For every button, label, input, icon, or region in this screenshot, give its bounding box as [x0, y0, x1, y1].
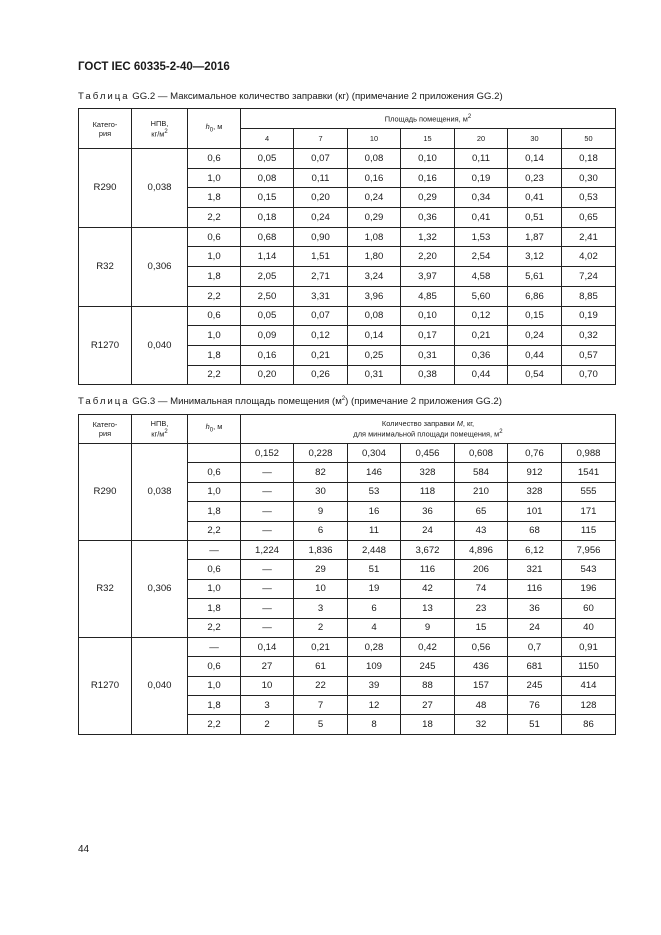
value-cell: 0,24 — [508, 326, 562, 346]
height-cell: 1,8 — [188, 599, 241, 618]
height-cell: 2,2 — [188, 715, 241, 734]
value-cell: 0,20 — [294, 188, 348, 208]
value-cell: 681 — [508, 657, 562, 676]
value-cell: 4,02 — [562, 247, 616, 267]
lfl-cell: 0,038 — [132, 444, 188, 541]
charge-cell: 0,988 — [562, 444, 616, 463]
value-cell: 3,96 — [348, 286, 401, 306]
height-cell: 1,8 — [188, 267, 241, 287]
value-cell: 3,12 — [508, 247, 562, 267]
value-cell: 101 — [508, 502, 562, 521]
header-lfl: НПВ, $кг/м^2$ — [132, 109, 188, 149]
header-room-area: Площадь помещения, $м^2$ — [241, 109, 616, 129]
value-cell: 109 — [348, 657, 401, 676]
height-cell: 1,8 — [188, 696, 241, 715]
value-cell: — — [241, 579, 294, 598]
value-cell: 5,61 — [508, 267, 562, 287]
value-cell: 3 — [241, 696, 294, 715]
value-cell: 0,11 — [294, 168, 348, 188]
value-cell: — — [241, 521, 294, 540]
value-cell: 0,15 — [241, 188, 294, 208]
value-cell: 245 — [508, 676, 562, 695]
value-cell: 1,08 — [348, 227, 401, 247]
value-cell: 0,14 — [508, 149, 562, 169]
caption-text: GG.2 — Максимальное количество заправки (кг) (примечание 2 приложения GG.2) — [129, 91, 503, 102]
value-cell: 0,19 — [455, 168, 508, 188]
value-cell: 0,16 — [348, 168, 401, 188]
value-cell: 1,80 — [348, 247, 401, 267]
value-cell: 39 — [348, 676, 401, 695]
table-gg2 — [78, 108, 616, 385]
value-cell: 0,12 — [455, 306, 508, 326]
height-cell: 0,6 — [188, 149, 241, 169]
value-cell: 1,14 — [241, 247, 294, 267]
value-cell: 86 — [562, 715, 616, 734]
value-cell: 2 — [241, 715, 294, 734]
value-cell: 2,20 — [401, 247, 455, 267]
refrigerant-cell: R32 — [79, 227, 132, 306]
value-cell: 18 — [401, 715, 455, 734]
charge-cell: 0,608 — [455, 444, 508, 463]
value-cell: 10 — [241, 676, 294, 695]
page-number: 44 — [78, 844, 90, 855]
height-cell: 1,0 — [188, 168, 241, 188]
value-cell: 0,38 — [401, 365, 455, 385]
value-cell: 51 — [348, 560, 401, 579]
value-cell: 0,68 — [241, 227, 294, 247]
value-cell: 0,44 — [455, 365, 508, 385]
value-cell: 48 — [455, 696, 508, 715]
value-cell: 51 — [508, 715, 562, 734]
value-cell: 0,19 — [562, 306, 616, 326]
value-cell: 15 — [455, 618, 508, 637]
value-cell: 210 — [455, 482, 508, 501]
value-cell: 328 — [401, 463, 455, 482]
value-cell: 2,05 — [241, 267, 294, 287]
charge-cell: 0,14 — [241, 637, 294, 656]
area-header-cell: 4 — [241, 129, 294, 149]
value-cell: — — [241, 599, 294, 618]
charge-cell: 6,12 — [508, 540, 562, 559]
charge-row — [79, 637, 616, 656]
table-gg2-caption — [78, 91, 503, 102]
value-cell: 118 — [401, 482, 455, 501]
caption-text: GG.3 — Минимальная площадь помещения (м — [129, 396, 342, 408]
value-cell: 4,58 — [455, 267, 508, 287]
value-cell: 0,32 — [562, 326, 616, 346]
value-cell: 321 — [508, 560, 562, 579]
height-cell: 2,2 — [188, 365, 241, 385]
charge-cell: 0,304 — [348, 444, 401, 463]
value-cell: 1,51 — [294, 247, 348, 267]
lfl-cell: 0,038 — [132, 149, 188, 228]
value-cell: 0,18 — [562, 149, 616, 169]
charge-cell: 0,56 — [455, 637, 508, 656]
value-cell: 16 — [348, 502, 401, 521]
lfl-cell: 0,040 — [132, 637, 188, 734]
value-cell: 0,05 — [241, 149, 294, 169]
value-cell: 0,08 — [348, 306, 401, 326]
height-cell: 0,6 — [188, 657, 241, 676]
value-cell: 0,21 — [294, 345, 348, 365]
area-header-cell: 7 — [294, 129, 348, 149]
value-cell: 3 — [294, 599, 348, 618]
height-cell: 2,2 — [188, 618, 241, 637]
value-cell: 0,11 — [455, 149, 508, 169]
height-cell: 2,2 — [188, 286, 241, 306]
value-cell: 6 — [294, 521, 348, 540]
height-cell: 1,0 — [188, 676, 241, 695]
value-cell: 60 — [562, 599, 616, 618]
value-cell: — — [241, 502, 294, 521]
value-cell: 2,54 — [455, 247, 508, 267]
value-cell: — — [241, 618, 294, 637]
charge-cell: 1,224 — [241, 540, 294, 559]
lfl-cell: 0,306 — [132, 227, 188, 306]
value-cell: 0,16 — [401, 168, 455, 188]
value-cell: 8,85 — [562, 286, 616, 306]
value-cell: 0,31 — [348, 365, 401, 385]
value-cell: 116 — [508, 579, 562, 598]
value-cell: 196 — [562, 579, 616, 598]
value-cell: 0,65 — [562, 208, 616, 228]
charge-cell: 7,956 — [562, 540, 616, 559]
value-cell: 0,20 — [241, 365, 294, 385]
height-cell: 1,0 — [188, 482, 241, 501]
value-cell: 0,08 — [348, 149, 401, 169]
value-cell: 53 — [348, 482, 401, 501]
value-cell: 0,05 — [241, 306, 294, 326]
value-cell: 19 — [348, 579, 401, 598]
value-cell: 0,07 — [294, 306, 348, 326]
value-cell: 0,07 — [294, 149, 348, 169]
value-cell: 0,36 — [455, 345, 508, 365]
value-cell: 543 — [562, 560, 616, 579]
charge-cell: 3,672 — [401, 540, 455, 559]
value-cell: 1150 — [562, 657, 616, 676]
value-cell: 2 — [294, 618, 348, 637]
height-cell: 1,0 — [188, 579, 241, 598]
table-row — [79, 227, 616, 247]
value-cell: 0,21 — [455, 326, 508, 346]
charge-cell: 0,76 — [508, 444, 562, 463]
value-cell: 0,70 — [562, 365, 616, 385]
value-cell: 65 — [455, 502, 508, 521]
refrigerant-cell: R1270 — [79, 637, 132, 734]
height-cell: 2,2 — [188, 208, 241, 228]
value-cell: 3,31 — [294, 286, 348, 306]
charge-cell: 0,7 — [508, 637, 562, 656]
refrigerant-cell: R290 — [79, 149, 132, 228]
value-cell: 0,17 — [401, 326, 455, 346]
value-cell: 27 — [401, 696, 455, 715]
charge-cell: 0,228 — [294, 444, 348, 463]
value-cell: 0,26 — [294, 365, 348, 385]
value-cell: 0,24 — [294, 208, 348, 228]
area-header-cell: 50 — [562, 129, 616, 149]
value-cell: 0,44 — [508, 345, 562, 365]
height-cell: 1,0 — [188, 247, 241, 267]
value-cell: 29 — [294, 560, 348, 579]
value-cell: 0,25 — [348, 345, 401, 365]
value-cell: 0,12 — [294, 326, 348, 346]
value-cell: 0,54 — [508, 365, 562, 385]
value-cell: 0,90 — [294, 227, 348, 247]
value-cell: 13 — [401, 599, 455, 618]
value-cell: 414 — [562, 676, 616, 695]
value-cell: 0,10 — [401, 149, 455, 169]
value-cell: 40 — [562, 618, 616, 637]
value-cell: 0,29 — [401, 188, 455, 208]
lfl-cell: 0,040 — [132, 306, 188, 385]
value-cell: — — [241, 463, 294, 482]
value-cell: — — [241, 482, 294, 501]
value-cell: 1,53 — [455, 227, 508, 247]
charge-cell: 0,42 — [401, 637, 455, 656]
header-lfl: НПВ, $кг/м^2$ — [132, 415, 188, 444]
header-h0: $h_0$, м — [188, 415, 241, 444]
value-cell: 0,30 — [562, 168, 616, 188]
height-cell: 0,6 — [188, 560, 241, 579]
value-cell: 6,86 — [508, 286, 562, 306]
height-cell: 0,6 — [188, 463, 241, 482]
area-header-cell: 15 — [401, 129, 455, 149]
value-cell: 1,32 — [401, 227, 455, 247]
value-cell: 157 — [455, 676, 508, 695]
value-cell: 328 — [508, 482, 562, 501]
value-cell: 24 — [508, 618, 562, 637]
value-cell: 74 — [455, 579, 508, 598]
value-cell: 146 — [348, 463, 401, 482]
value-cell: 555 — [562, 482, 616, 501]
value-cell: 1,87 — [508, 227, 562, 247]
value-cell: 0,18 — [241, 208, 294, 228]
lfl-cell: 0,306 — [132, 540, 188, 637]
value-cell: 0,24 — [348, 188, 401, 208]
value-cell: 0,36 — [401, 208, 455, 228]
value-cell: 5 — [294, 715, 348, 734]
value-cell: 0,34 — [455, 188, 508, 208]
charge-cell: 0,28 — [348, 637, 401, 656]
value-cell: 912 — [508, 463, 562, 482]
table-row — [79, 149, 616, 169]
value-cell: 0,23 — [508, 168, 562, 188]
value-cell: 27 — [241, 657, 294, 676]
value-cell: 10 — [294, 579, 348, 598]
height-cell: 0,6 — [188, 227, 241, 247]
value-cell: 0,41 — [455, 208, 508, 228]
refrigerant-cell: R1270 — [79, 306, 132, 385]
value-cell: 0,41 — [508, 188, 562, 208]
height-cell — [188, 444, 241, 463]
value-cell: 3,97 — [401, 267, 455, 287]
charge-row — [79, 540, 616, 559]
value-cell: 6 — [348, 599, 401, 618]
charge-cell: 0,21 — [294, 637, 348, 656]
value-cell: 36 — [508, 599, 562, 618]
value-cell: 12 — [348, 696, 401, 715]
header-category: Катего- рия — [79, 415, 132, 444]
document-title: ГОСТ IEC 60335-2-40—2016 — [78, 61, 230, 73]
value-cell: 88 — [401, 676, 455, 695]
value-cell: 2,50 — [241, 286, 294, 306]
value-cell: 0,57 — [562, 345, 616, 365]
area-header-cell: 10 — [348, 129, 401, 149]
value-cell: 30 — [294, 482, 348, 501]
value-cell: 584 — [455, 463, 508, 482]
value-cell: 9 — [294, 502, 348, 521]
value-cell: 9 — [401, 618, 455, 637]
table-row — [79, 306, 616, 326]
value-cell: 76 — [508, 696, 562, 715]
value-cell: 0,51 — [508, 208, 562, 228]
value-cell: 36 — [401, 502, 455, 521]
value-cell: 11 — [348, 521, 401, 540]
height-cell: — — [188, 637, 241, 656]
charge-cell: 2,448 — [348, 540, 401, 559]
value-cell: 0,16 — [241, 345, 294, 365]
charge-cell: 1,836 — [294, 540, 348, 559]
table-gg3-caption: Таблица GG.3 — Минимальная площадь помещения $(м^2)$ (примечание 2 приложения GG.2) — [78, 396, 502, 408]
table-gg3 — [78, 414, 616, 735]
value-cell: 0,09 — [241, 326, 294, 346]
header-charge-amount: Количество заправки M, кг, для минимальной площади помещения, $м^2$ — [241, 415, 616, 444]
value-cell: 7,24 — [562, 267, 616, 287]
value-cell: 115 — [562, 521, 616, 540]
value-cell: 8 — [348, 715, 401, 734]
value-cell: 436 — [455, 657, 508, 676]
value-cell: — — [241, 560, 294, 579]
header-category: Катего- рия — [79, 109, 132, 149]
value-cell: 4,85 — [401, 286, 455, 306]
value-cell: 23 — [455, 599, 508, 618]
header-h0: $h_0$, м — [188, 109, 241, 149]
value-cell: 7 — [294, 696, 348, 715]
height-cell: 1,8 — [188, 345, 241, 365]
value-cell: 24 — [401, 521, 455, 540]
value-cell: 0,10 — [401, 306, 455, 326]
value-cell: 2,41 — [562, 227, 616, 247]
height-cell: 1,8 — [188, 188, 241, 208]
value-cell: 206 — [455, 560, 508, 579]
value-cell: 0,53 — [562, 188, 616, 208]
area-header-cell: 30 — [508, 129, 562, 149]
value-cell: 2,71 — [294, 267, 348, 287]
value-cell: 42 — [401, 579, 455, 598]
caption-prefix: Таблица — [78, 396, 130, 408]
value-cell: 0,29 — [348, 208, 401, 228]
value-cell: 43 — [455, 521, 508, 540]
value-cell: 0,14 — [348, 326, 401, 346]
value-cell: 0,31 — [401, 345, 455, 365]
height-cell: — — [188, 540, 241, 559]
height-cell: 2,2 — [188, 521, 241, 540]
charge-cell: 4,896 — [455, 540, 508, 559]
value-cell: 68 — [508, 521, 562, 540]
value-cell: 22 — [294, 676, 348, 695]
value-cell: 4 — [348, 618, 401, 637]
charge-cell: 0,456 — [401, 444, 455, 463]
value-cell: 5,60 — [455, 286, 508, 306]
value-cell: 3,24 — [348, 267, 401, 287]
value-cell: 171 — [562, 502, 616, 521]
charge-cell: 0,91 — [562, 637, 616, 656]
value-cell: 1541 — [562, 463, 616, 482]
value-cell: 0,08 — [241, 168, 294, 188]
value-cell: 128 — [562, 696, 616, 715]
height-cell: 1,8 — [188, 502, 241, 521]
height-cell: 1,0 — [188, 326, 241, 346]
refrigerant-cell: R32 — [79, 540, 132, 637]
height-cell: 0,6 — [188, 306, 241, 326]
charge-cell: 0,152 — [241, 444, 294, 463]
value-cell: 61 — [294, 657, 348, 676]
charge-row — [79, 444, 616, 463]
area-header-cell: 20 — [455, 129, 508, 149]
value-cell: 0,15 — [508, 306, 562, 326]
value-cell: 245 — [401, 657, 455, 676]
value-cell: 82 — [294, 463, 348, 482]
caption-prefix: Таблица — [78, 91, 130, 102]
value-cell: 32 — [455, 715, 508, 734]
refrigerant-cell: R290 — [79, 444, 132, 541]
value-cell: 116 — [401, 560, 455, 579]
caption-text-end: ) (примечание 2 приложения GG.2) — [345, 396, 502, 408]
